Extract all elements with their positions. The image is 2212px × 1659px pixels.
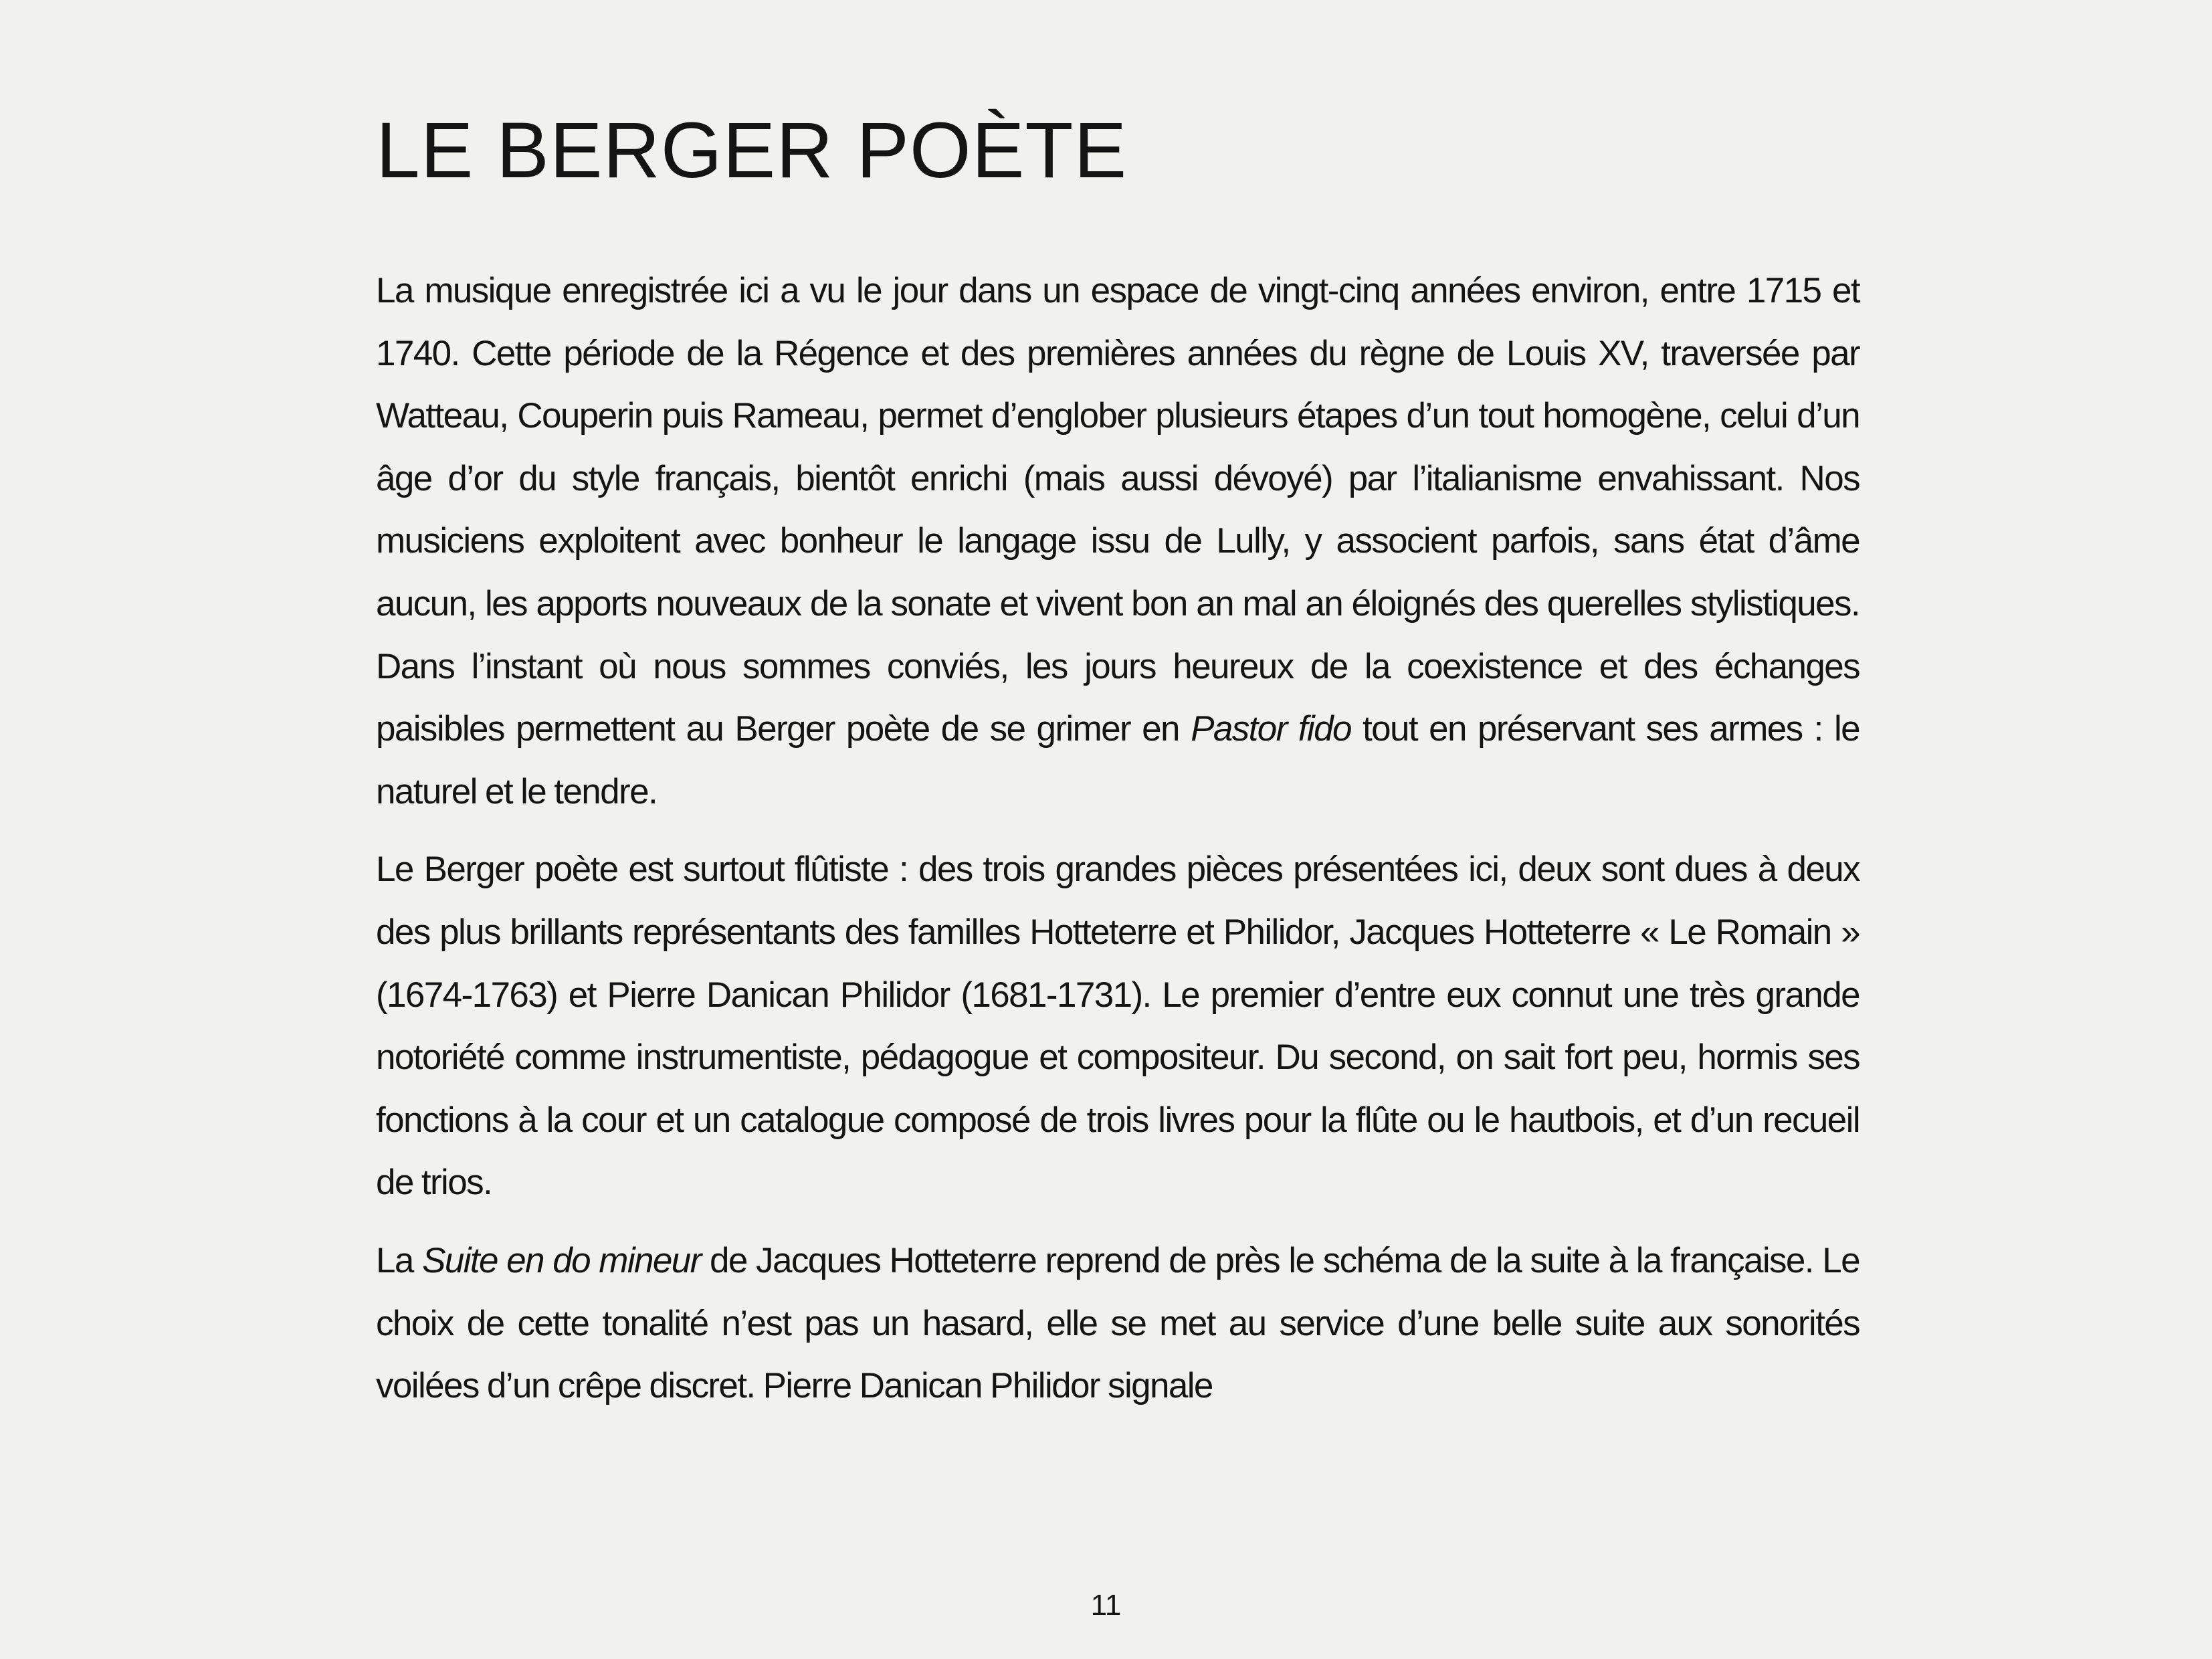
paragraph-suite [376,1230,1859,1418]
paragraph-composers [376,838,1859,1214]
paragraph-text: tout en préservant ses armes : le naturel et le tendre. [376,709,1859,811]
paragraph-text: La [376,1240,423,1280]
paragraph-text: de Jacques Hotteterre reprend de près le schéma de la suite à la française. Le choix de cette tonalité n’est pas un hasard, elle se met au service d’une belle suite aux sonorités voilées d’un crêpe discret. Pierre Danican Philidor signale [376,1240,1859,1406]
work-title-pastor-fido: Pastor fido [1191,709,1351,749]
body-text [376,260,1859,1433]
page-number: 11 [1090,1589,1122,1622]
paragraph-text: La musique enregistrée ici a vu le jour dans un espace de vingt-cinq années environ, entre 1715 et 1740. Cette période de la Régence et des premières années du règne de Louis XV, traversée par Watteau, Couperin puis Rameau, permet d’englober plusieurs étapes d’un tout homogène, celui d’un âge d’or du style français, bientôt enrichi (mais aussi dévoyé) par l’italianisme envahissant. Nos musiciens exploitent avec bonheur le langage issu de Lully, y associent parfois, sans état d’âme aucun, les apports nouveaux de la sonate et vivent bon an mal an éloignés des querelles stylistiques. Dans l’instant où nous sommes conviés, les jours heureux de la coexistence et des échanges paisibles permettent au Berger poète de se grimer en [376,271,1859,749]
paragraph-text: Le Berger poète est surtout flûtiste : des trois grandes pièces présentées ici, deux sont dues à deux des plus brillants représentants des familles Hotteterre et Philidor, Jacques Hotteterre « Le Romain » (1674-1763) et Pierre Danican Philidor (1681-1731). Le premier d’entre eux connut une très grande notoriété comme instrumentiste, pédagogue et compositeur. Du second, on sait fort peu, hormis ses fonctions à la cour et un catalogue composé de trois livres pour la flûte ou le hautbois, et d’un recueil de trios. [376,850,1859,1203]
work-title-suite-en-do-mineur: Suite en do mineur [422,1240,701,1280]
paragraph-intro [376,260,1859,823]
page-title: LE BERGER POÈTE [376,106,1128,195]
